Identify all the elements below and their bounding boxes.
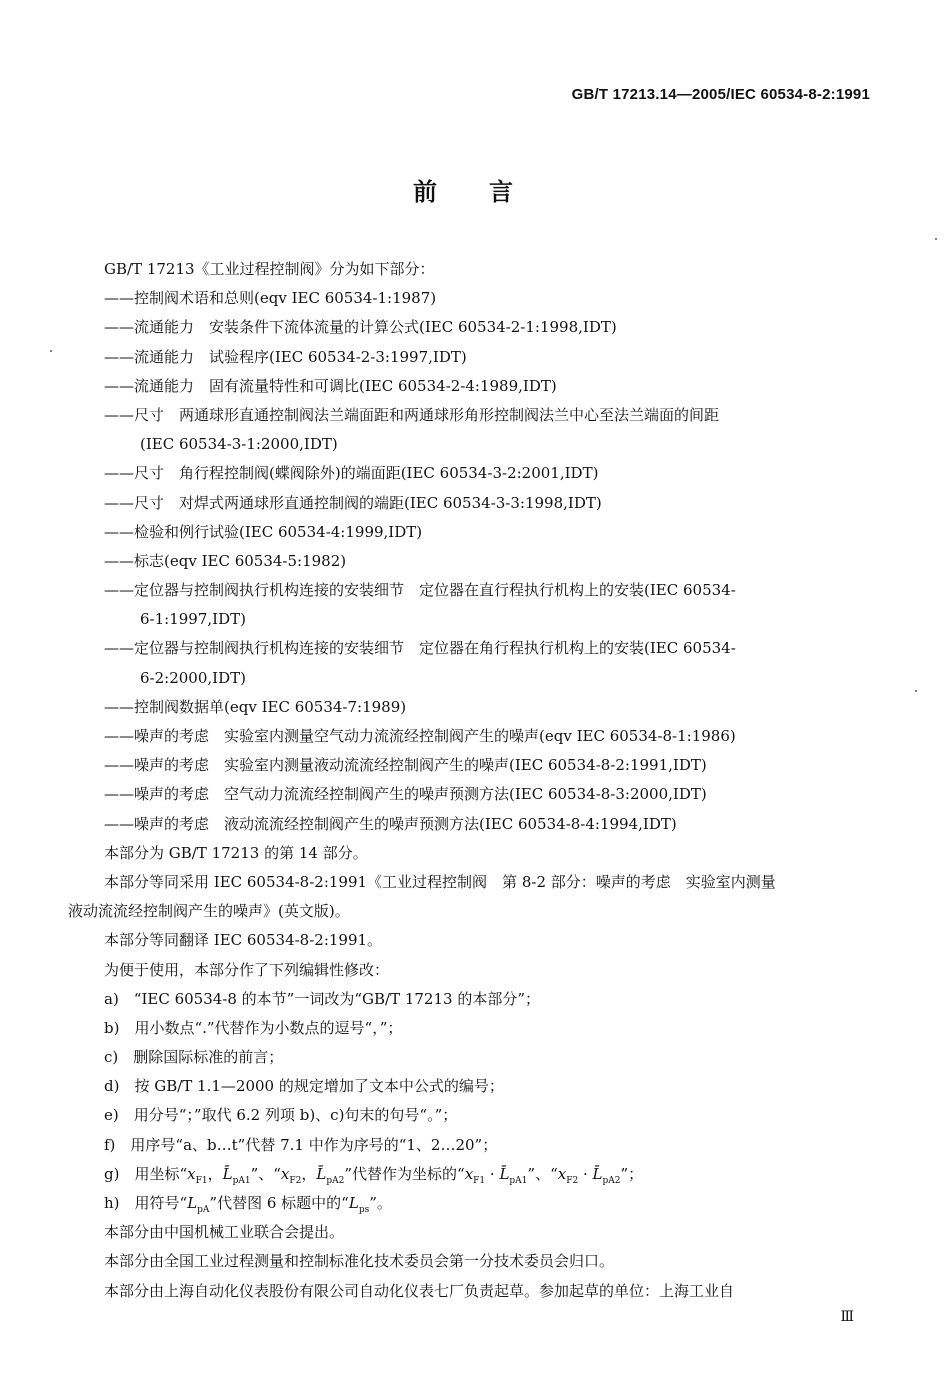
parts-intro: GB/T 17213《工业过程控制阀》分为如下部分： [104, 260, 435, 278]
part-item: ——噪声的考虑 空气动力流流经控制阀产生的噪声预测方法(IEC 60534-8-3:2000,IDT) [104, 785, 707, 804]
paragraph: 本部分等同采用 IEC 60534-8-2:1991《工业过程控制阀 第 8-2 部分：噪声的考虑 实验室内测量 [104, 872, 776, 891]
part-item: ——定位器与控制阀执行机构连接的安装细节 定位器在直行程执行机构上的安装(IEC 60534- [104, 581, 736, 600]
paragraph: 本部分由上海自动化仪表股份有限公司自动化仪表七厂负责起草。参加起草的单位：上海工业自 [104, 1281, 735, 1300]
part-item: ——标志(eqv IEC 60534-5:1982) [104, 551, 347, 570]
page-title: 前言 [413, 178, 565, 206]
part-item: ——流通能力 安装条件下流体流量的计算公式(IEC 60534-2-1:1998,IDT) [104, 318, 617, 337]
part-item: ——控制阀术语和总则(eqv IEC 60534-1:1987) [104, 289, 437, 308]
part-item-continued: 6-1:1997,IDT) [140, 610, 246, 629]
scan-speck [50, 350, 52, 352]
edit-item: e) 用分号“；”取代 6.2 列项 b)、c)句末的句号“。”； [104, 1106, 458, 1125]
preface-body [68, 255, 874, 1306]
edit-item: d) 按 GB/T 1.1—2000 的规定增加了文本中公式的编号； [104, 1077, 504, 1096]
edit-item: c) 删除国际标准的前言； [104, 1048, 284, 1067]
paragraph: 本部分为 GB/T 17213 的第 14 部分。 [104, 843, 368, 862]
paragraph: 为便于使用，本部分作了下列编辑性修改： [104, 960, 390, 979]
part-item: ——尺寸 角行程控制阀(蝶阀除外)的端面距(IEC 60534-3-2:2001,IDT) [104, 464, 599, 483]
part-item: ——检验和例行试验(IEC 60534-4:1999,IDT) [104, 522, 423, 541]
part-item-continued: 6-2:2000,IDT) [140, 668, 246, 687]
part-item: ——噪声的考虑 实验室内测量液动流流经控制阀产生的噪声(IEC 60534-8-2:1991,IDT) [104, 756, 707, 775]
part-item-continued: (IEC 60534-3-1:2000,IDT) [140, 435, 338, 454]
edit-item: b) 用小数点“.”代替作为小数点的逗号“，”； [104, 1018, 403, 1037]
edit-item: f) 用序号“a、b…t”代替 7.1 中作为序号的“1、2…20”； [104, 1135, 498, 1154]
edit-item-h: h) 用符号“$L_{pA}$”代替图 6 标题中的“$L_{ps}$”。 [104, 1194, 392, 1215]
paragraph: 本部分由全国工业过程测量和控制标准化技术委员会第一分技术委员会归口。 [104, 1252, 615, 1271]
standard-number: GB/T 17213.14—2005/IEC 60534-8-2:1991 [571, 86, 870, 103]
part-item: ——流通能力 试验程序(IEC 60534-2-3:1997,IDT) [104, 347, 467, 366]
scan-speck [935, 238, 937, 240]
part-item: ——噪声的考虑 实验室内测量空气动力流流经控制阀产生的噪声(eqv IEC 60534-8-1:1986) [104, 727, 736, 745]
part-item: ——流通能力 固有流量特性和可调比(IEC 60534-2-4:1989,IDT) [104, 376, 557, 395]
scan-speck [915, 690, 917, 692]
page-number: Ⅲ [840, 1309, 854, 1325]
part-item: ——噪声的考虑 液动流流经控制阀产生的噪声预测方法(IEC 60534-8-4:1994,IDT) [104, 814, 677, 833]
edit-item-g: g) 用坐标“$x_{F1}$，$L̄_{pA1}$”、“$x_{F2}$，$L̄_{pA2}$”代替作为坐标的“$x_{F1}$ · $L̄_{pA1}$”、“$x_{F2}$ · $L̄_{pA2}$”； [104, 1164, 644, 1186]
part-item: ——定位器与控制阀执行机构连接的安装细节 定位器在角行程执行机构上的安装(IEC 60534- [104, 639, 736, 658]
edit-item: a) “IEC 60534-8 的本节”一词改为“GB/T 17213 的本部分”； [104, 989, 541, 1008]
part-item: ——尺寸 对焊式两通球形直通控制阀的端距(IEC 60534-3-3:1998,IDT) [104, 493, 602, 512]
paragraph-continued: 液动流流经控制阀产生的噪声》(英文版)。 [68, 902, 350, 921]
paragraph: 本部分由中国机械工业联合会提出。 [104, 1223, 345, 1242]
part-item: ——尺寸 两通球形直通控制阀法兰端面距和两通球形角形控制阀法兰中心至法兰端面的间距 [104, 405, 720, 424]
paragraph: 本部分等同翻译 IEC 60534-8-2:1991。 [104, 931, 383, 950]
part-item: ——控制阀数据单(eqv IEC 60534-7:1989) [104, 697, 407, 716]
